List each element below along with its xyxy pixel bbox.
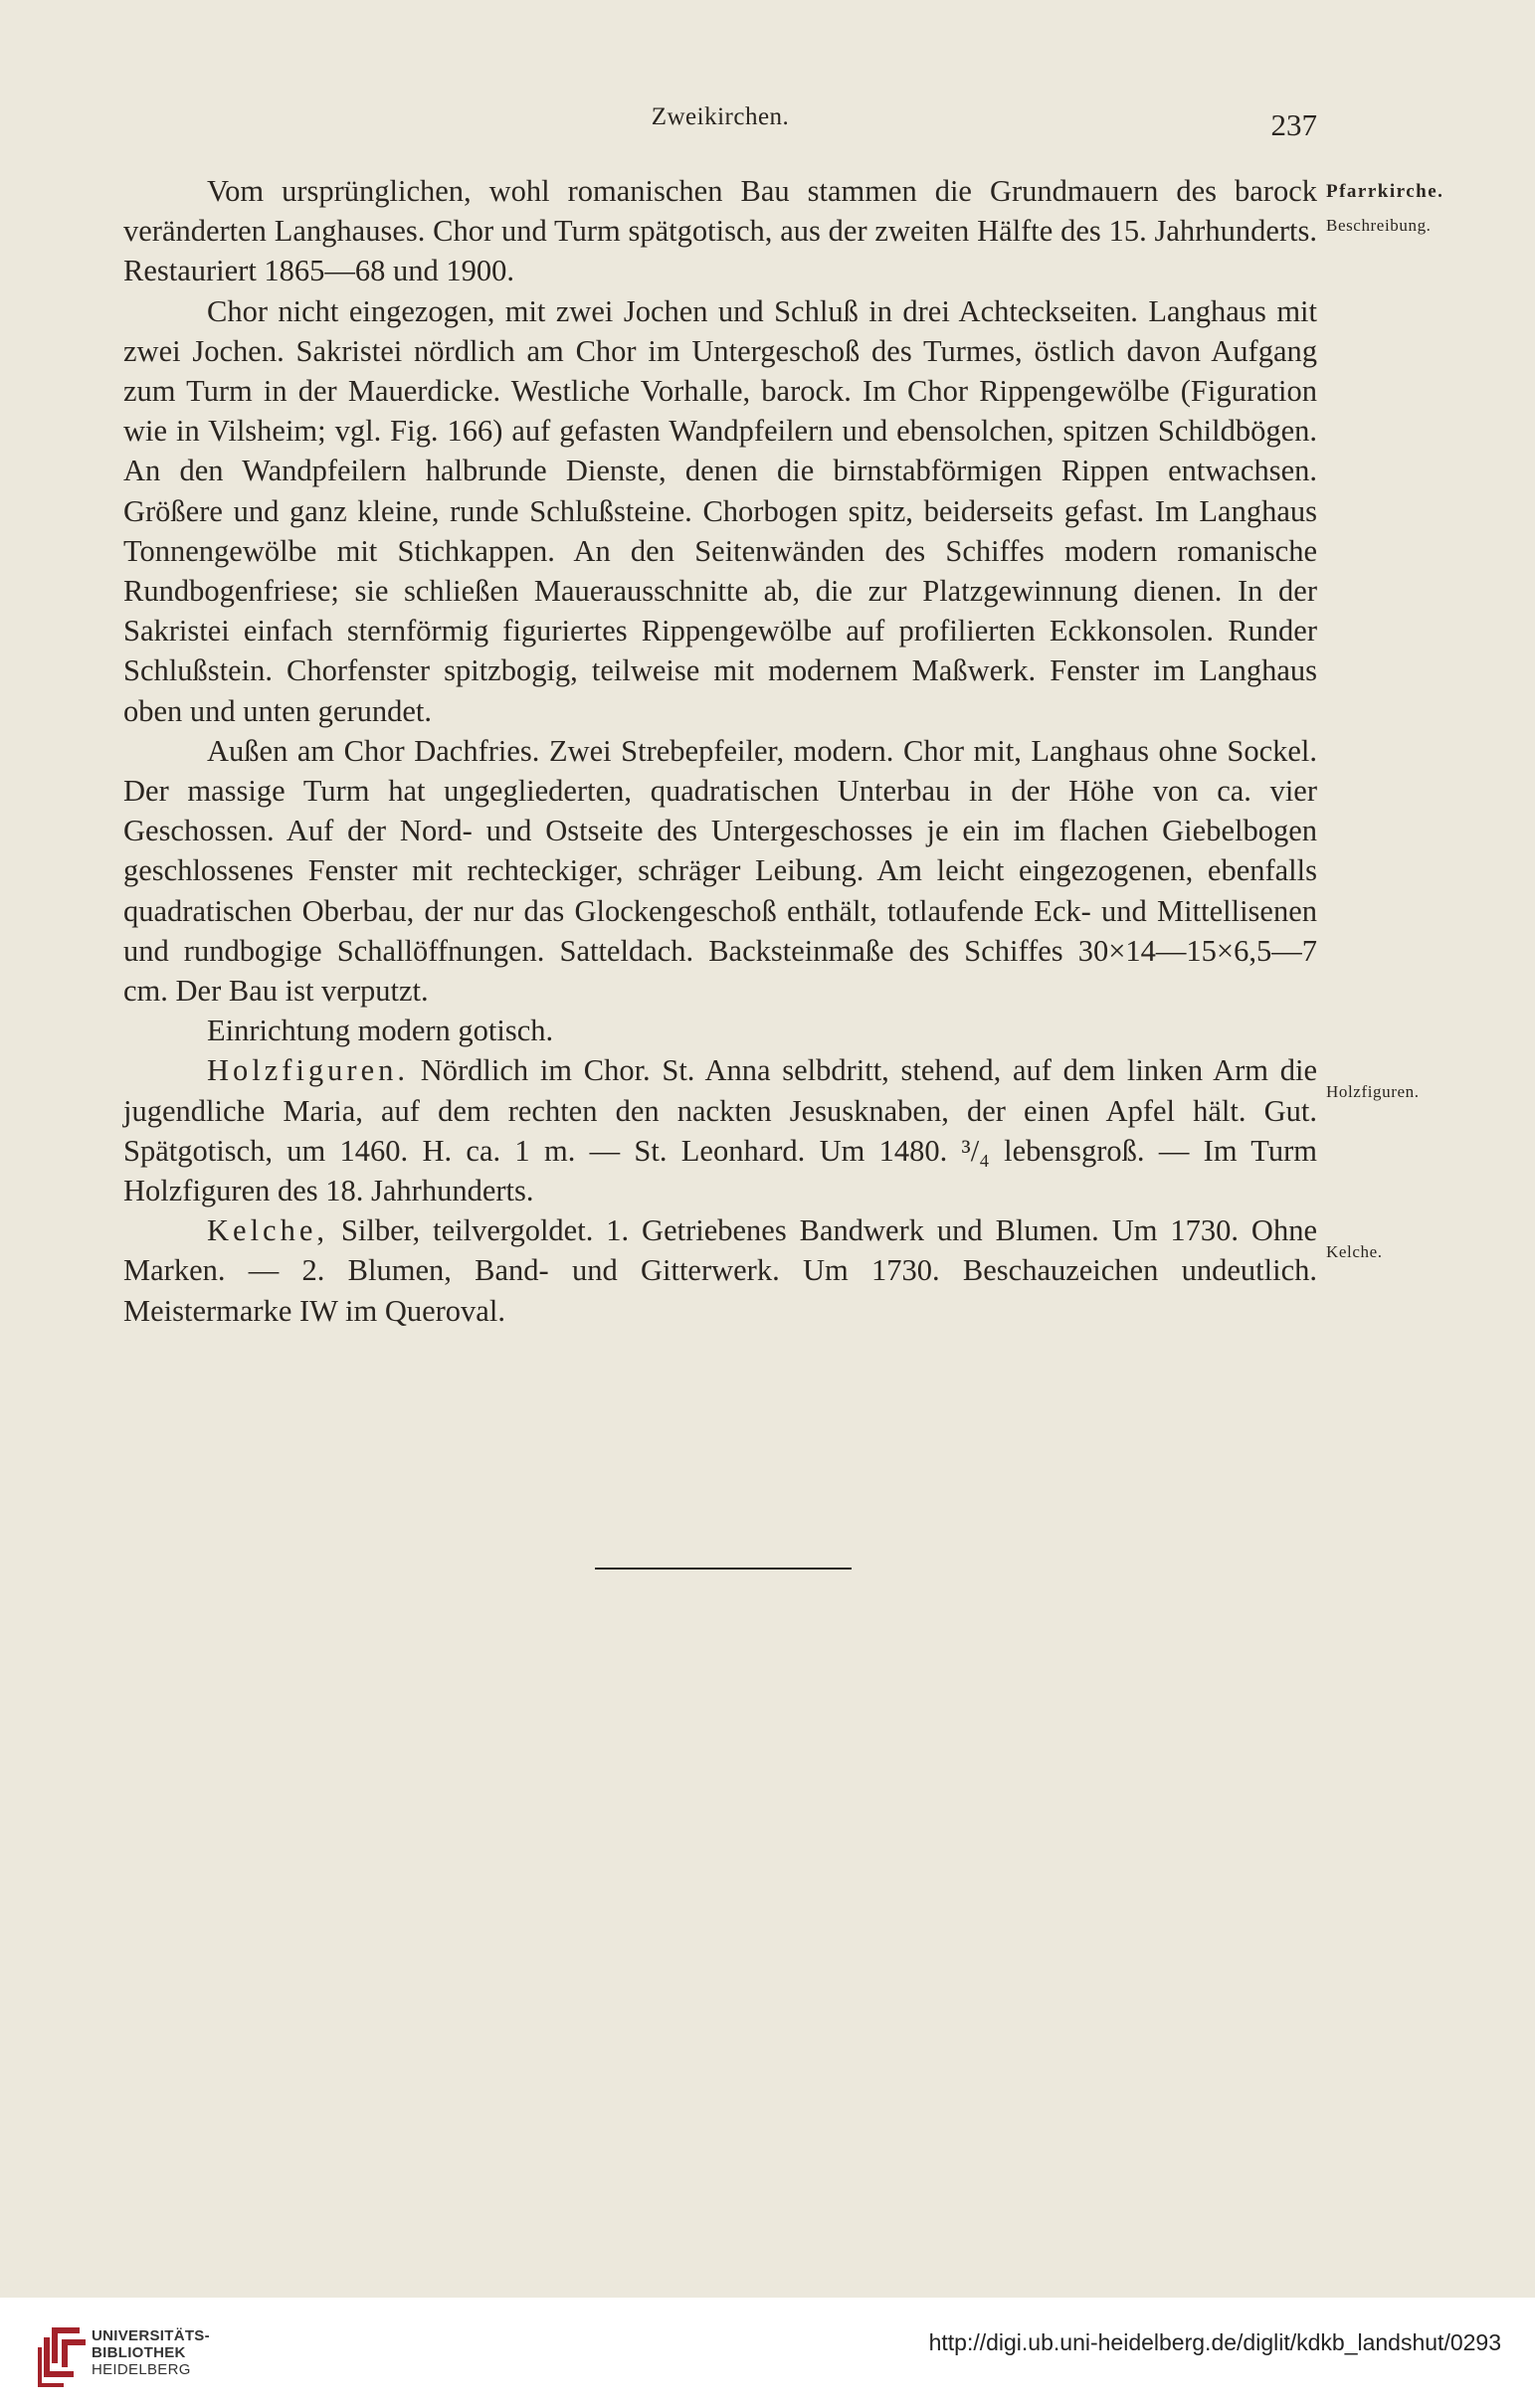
running-title: Zweikirchen. [651,103,790,130]
margin-note-pfarrkirche: Pfarrkirche. [1326,181,1444,202]
chalices-heading: Kelche, [207,1213,328,1248]
section-end-rule [595,1568,852,1570]
paragraph-history: Vom ursprünglichen, wohl romanischen Bau stammen die Grundmauern des barock veränderten Langhauses. Chor und Turm spätgotisch, aus der zweiten Hälfte des 15. Jahrhunderts. Restauriert 1865—68 und 1900. [123,174,1317,288]
paragraph-wooden-figures [123,1050,1317,1210]
wooden-figures-text: Nördlich im Chor. St. Anna selbdritt, stehend, auf dem linken Arm die jugendliche Maria, auf dem rechten den nackten Jesusknaben, der einen Apfel hält. Gut. Spätgotisch, um 1460. H. ca. 1 m. — St. Leonhard. Um 1480. ³/₄ lebensgroß. — Im Turm Holzfiguren des 18. Jahrhunderts. [123,1053,1317,1208]
digitization-footer [0,2298,1535,2408]
body-text [123,171,1317,1331]
margin-note-holzfiguren: Holzfiguren. [1326,1082,1420,1101]
paragraph-chalices [123,1210,1317,1331]
page-number: 237 [1270,107,1317,142]
library-name-line-2: BIBLIOTHEK [92,2344,186,2361]
chalices-text: Silber, teilvergoldet. 1. Getriebenes Bandwerk und Blumen. Um 1730. Ohne Marken. — 2. Blumen, Band- und Gitterwerk. Um 1730. Beschauzeichen undeutlich. Meistermarke IW im Queroval. [123,1213,1317,1328]
source-url-link[interactable]: http://digi.ub.uni-heidelberg.de/diglit/kdkb_landshut/0293 [928,2329,1501,2355]
library-logo-icon [34,2317,94,2389]
margin-note-kelche: Kelche. [1326,1242,1383,1261]
library-name-line-1: UNIVERSITÄTS- [92,2327,210,2344]
paragraph-furnishing: Einrichtung modern gotisch. [207,1014,554,1048]
page-header [123,97,1317,142]
library-name-line-3: HEIDELBERG [92,2361,191,2378]
margin-note-beschreibung: Beschreibung. [1326,216,1432,235]
library-name [92,2327,210,2378]
paragraph-interior: Chor nicht eingezogen, mit zwei Jochen und Schluß in drei Achteckseiten. Langhaus mit zwei Jochen. Sakristei nördlich am Chor im Untergeschoß des Turmes, östlich davon Aufgang zum Turm in der Mauerdicke. Westliche Vorhalle, barock. Im Chor Rippengewölbe (Figuration wie in Vilsheim; vgl. Fig. 166) auf gefasten Wandpfeilern und ebensolchen, spitzen Schildbögen. An den Wandpfeilern halbrunde Dienste, denen die birnstabförmigen Rippen entwachsen. Größere und ganz kleine, runde Schlußsteine. Chorbogen spitz, beiderseits gefast. Im Langhaus Tonnengewölbe mit Stichkappen. An den Seitenwänden des Schiffes modern romanische Rundbogenfriese; sie schließen Mauerausschnitte ab, die zur Platzgewinnung dienen. In der Sakristei einfach sternförmig figuriertes Rippengewölbe auf profilierten Eckkonsolen. Runder Schlußstein. Chorfenster spitzbogig, teilweise mit modernem Maßwerk. Fenster im Langhaus oben und unten gerundet. [123,293,1317,728]
paragraph-exterior: Außen am Chor Dachfries. Zwei Strebepfeiler, modern. Chor mit, Langhaus ohne Sockel. Der massige Turm hat ungegliederten, quadratischen Unterbau in der Höhe von ca. vier Geschossen. Auf der Nord- und Ostseite des Untergeschosses je ein im flachen Giebelbogen geschlossenes Fenster mit rechteckiger, schräger Leibung. Am leicht eingezogenen, ebenfalls quadratischen Oberbau, der nur das Glockengeschoß enthält, totlaufende Eck- und Mittellisenen und rundbogige Schallöffnungen. Satteldach. Backsteinmaße des Schiffes 30×14—15×6,5—7 cm. Der Bau ist verputzt. [123,733,1317,1009]
wooden-figures-heading: Holzfiguren. [207,1053,409,1088]
